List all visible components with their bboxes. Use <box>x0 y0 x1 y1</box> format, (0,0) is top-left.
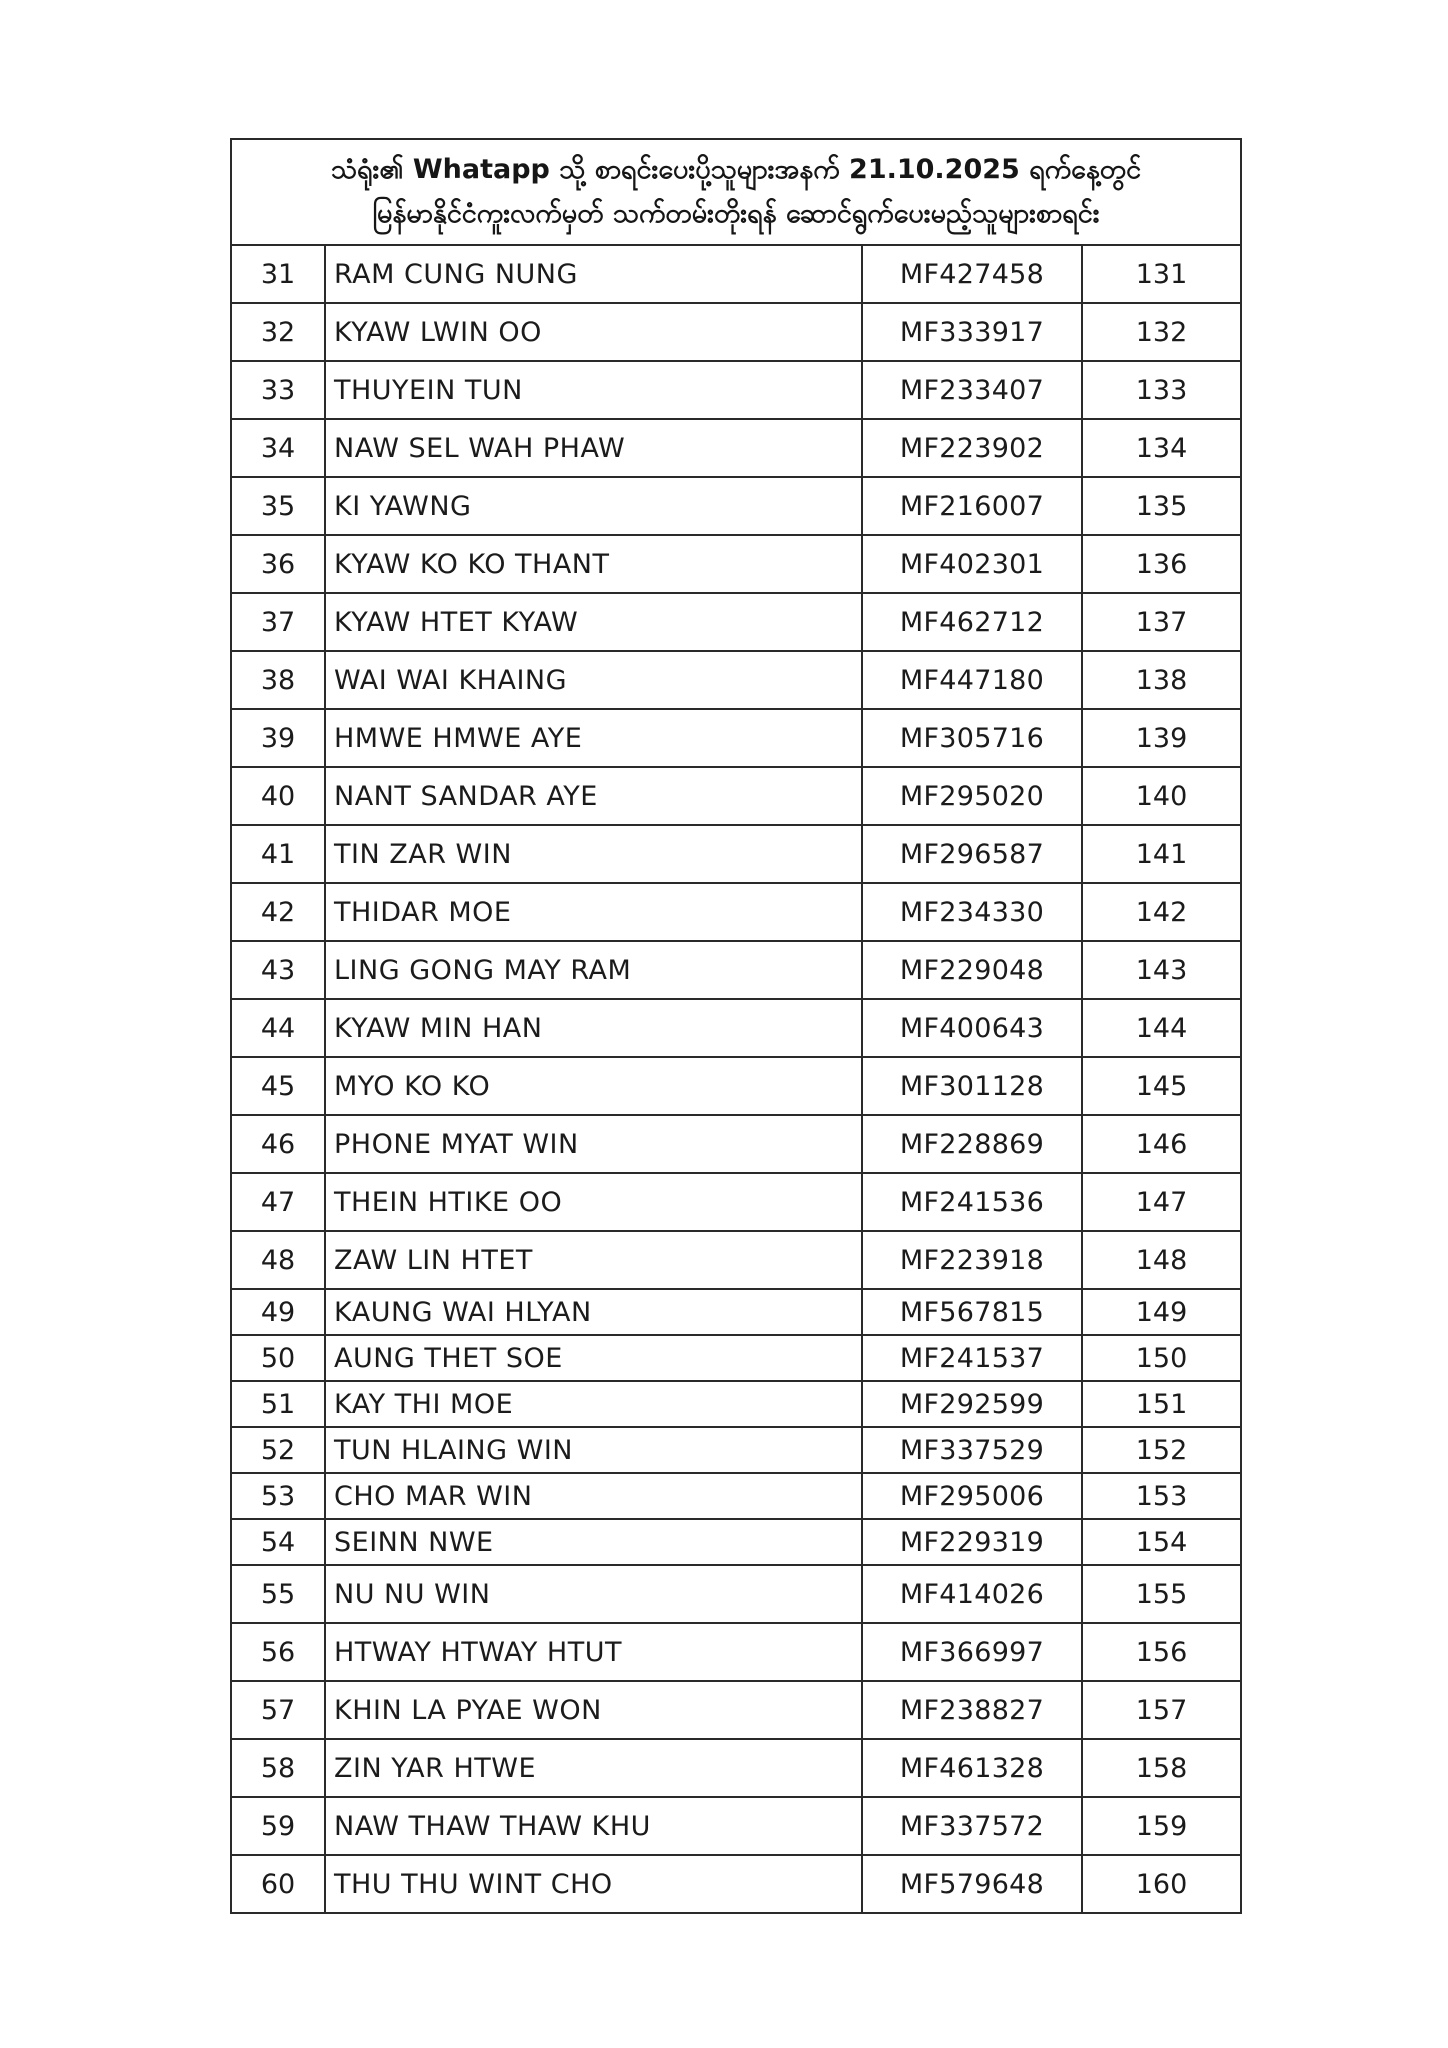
passport-number-cell: MF337572 <box>862 1797 1082 1855</box>
passport-number-cell: MF301128 <box>862 1057 1082 1115</box>
table-row <box>232 246 1240 303</box>
name-cell: NAW SEL WAH PHAW <box>325 419 862 477</box>
name-cell: THEIN HTIKE OO <box>325 1173 862 1231</box>
passport-number-cell: MF402301 <box>862 535 1082 593</box>
passport-number-cell: MF296587 <box>862 825 1082 883</box>
row-number-cell: 55 <box>232 1565 325 1623</box>
name-cell: THIDAR MOE <box>325 883 862 941</box>
passport-number-cell: MF427458 <box>862 246 1082 303</box>
name-cell: KAY THI MOE <box>325 1381 862 1427</box>
sequence-number-cell: 136 <box>1082 535 1240 593</box>
name-cell: SEINN NWE <box>325 1519 862 1565</box>
row-number-cell: 33 <box>232 361 325 419</box>
row-number-cell: 52 <box>232 1427 325 1473</box>
row-number-cell: 60 <box>232 1855 325 1912</box>
table-row <box>232 709 1240 767</box>
name-cell: THU THU WINT CHO <box>325 1855 862 1912</box>
sequence-number-cell: 149 <box>1082 1289 1240 1335</box>
row-number-cell: 35 <box>232 477 325 535</box>
sequence-number-cell: 152 <box>1082 1427 1240 1473</box>
sequence-number-cell: 134 <box>1082 419 1240 477</box>
table-row <box>232 651 1240 709</box>
row-number-cell: 44 <box>232 999 325 1057</box>
sequence-number-cell: 140 <box>1082 767 1240 825</box>
sequence-number-cell: 147 <box>1082 1173 1240 1231</box>
name-cell: KYAW MIN HAN <box>325 999 862 1057</box>
sequence-number-cell: 143 <box>1082 941 1240 999</box>
table-row <box>232 477 1240 535</box>
table-row <box>232 361 1240 419</box>
sequence-number-cell: 132 <box>1082 303 1240 361</box>
sequence-number-cell: 158 <box>1082 1739 1240 1797</box>
table-row <box>232 1473 1240 1519</box>
name-cell: PHONE MYAT WIN <box>325 1115 862 1173</box>
table-row <box>232 999 1240 1057</box>
row-number-cell: 58 <box>232 1739 325 1797</box>
row-number-cell: 37 <box>232 593 325 651</box>
row-number-cell: 40 <box>232 767 325 825</box>
applicant-list <box>232 246 1240 1912</box>
name-cell: HMWE HMWE AYE <box>325 709 862 767</box>
name-cell: KYAW LWIN OO <box>325 303 862 361</box>
table-row <box>232 1427 1240 1473</box>
passport-number-cell: MF229048 <box>862 941 1082 999</box>
passport-number-cell: MF223902 <box>862 419 1082 477</box>
sequence-number-cell: 144 <box>1082 999 1240 1057</box>
sequence-number-cell: 150 <box>1082 1335 1240 1381</box>
row-number-cell: 48 <box>232 1231 325 1289</box>
sequence-number-cell: 142 <box>1082 883 1240 941</box>
row-number-cell: 46 <box>232 1115 325 1173</box>
passport-number-cell: MF295006 <box>862 1473 1082 1519</box>
table-row <box>232 1115 1240 1173</box>
table-row <box>232 1739 1240 1797</box>
name-cell: KAUNG WAI HLYAN <box>325 1289 862 1335</box>
name-cell: TIN ZAR WIN <box>325 825 862 883</box>
table-row <box>232 1289 1240 1335</box>
row-number-cell: 31 <box>232 246 325 303</box>
passport-number-cell: MF295020 <box>862 767 1082 825</box>
table-row <box>232 1173 1240 1231</box>
sequence-number-cell: 160 <box>1082 1855 1240 1912</box>
sequence-number-cell: 146 <box>1082 1115 1240 1173</box>
row-number-cell: 49 <box>232 1289 325 1335</box>
row-number-cell: 53 <box>232 1473 325 1519</box>
name-cell: ZIN YAR HTWE <box>325 1739 862 1797</box>
row-number-cell: 59 <box>232 1797 325 1855</box>
passport-number-cell: MF462712 <box>862 593 1082 651</box>
table-row <box>232 593 1240 651</box>
name-cell: ZAW LIN HTET <box>325 1231 862 1289</box>
passport-number-cell: MF241536 <box>862 1173 1082 1231</box>
sequence-number-cell: 148 <box>1082 1231 1240 1289</box>
row-number-cell: 56 <box>232 1623 325 1681</box>
table-row <box>232 1231 1240 1289</box>
table-row <box>232 1565 1240 1623</box>
passport-number-cell: MF292599 <box>862 1381 1082 1427</box>
sequence-number-cell: 153 <box>1082 1473 1240 1519</box>
table-row <box>232 1057 1240 1115</box>
passport-number-cell: MF238827 <box>862 1681 1082 1739</box>
name-cell: KYAW HTET KYAW <box>325 593 862 651</box>
sequence-number-cell: 135 <box>1082 477 1240 535</box>
passport-number-cell: MF333917 <box>862 303 1082 361</box>
passport-number-cell: MF233407 <box>862 361 1082 419</box>
name-cell: NAW THAW THAW KHU <box>325 1797 862 1855</box>
row-number-cell: 41 <box>232 825 325 883</box>
table-row <box>232 419 1240 477</box>
table-row <box>232 1681 1240 1739</box>
name-cell: WAI WAI KHAING <box>325 651 862 709</box>
row-number-cell: 43 <box>232 941 325 999</box>
passport-number-cell: MF337529 <box>862 1427 1082 1473</box>
name-cell: CHO MAR WIN <box>325 1473 862 1519</box>
name-cell: KYAW KO KO THANT <box>325 535 862 593</box>
passport-number-cell: MF234330 <box>862 883 1082 941</box>
row-number-cell: 32 <box>232 303 325 361</box>
table-row <box>232 1381 1240 1427</box>
passport-number-cell: MF447180 <box>862 651 1082 709</box>
sequence-number-cell: 131 <box>1082 246 1240 303</box>
table-row <box>232 941 1240 999</box>
sequence-number-cell: 151 <box>1082 1381 1240 1427</box>
header-line-1: သံရုံး၏ Whatapp သို့ စာရင်းပေးပို့သူများအနက် 21.10.2025 ရက်နေ့တွင် <box>330 154 1142 185</box>
passport-number-cell: MF228869 <box>862 1115 1082 1173</box>
name-cell: AUNG THET SOE <box>325 1335 862 1381</box>
passport-number-cell: MF223918 <box>862 1231 1082 1289</box>
table-row <box>232 1623 1240 1681</box>
name-cell: TUN HLAING WIN <box>325 1427 862 1473</box>
sequence-number-cell: 154 <box>1082 1519 1240 1565</box>
passport-number-cell: MF567815 <box>862 1289 1082 1335</box>
passport-number-cell: MF366997 <box>862 1623 1082 1681</box>
passport-number-cell: MF241537 <box>862 1335 1082 1381</box>
row-number-cell: 47 <box>232 1173 325 1231</box>
table-row <box>232 303 1240 361</box>
sequence-number-cell: 155 <box>1082 1565 1240 1623</box>
row-number-cell: 57 <box>232 1681 325 1739</box>
row-number-cell: 42 <box>232 883 325 941</box>
name-cell: RAM CUNG NUNG <box>325 246 862 303</box>
name-cell: MYO KO KO <box>325 1057 862 1115</box>
name-cell: NU NU WIN <box>325 1565 862 1623</box>
header-line-2: မြန်မာနိုင်ငံကူးလက်မှတ် သက်တမ်းတိုးရန် ဆောင်ရွက်ပေးမည့်သူများစာရင်း <box>372 198 1100 229</box>
sequence-number-cell: 141 <box>1082 825 1240 883</box>
name-cell: THUYEIN TUN <box>325 361 862 419</box>
row-number-cell: 50 <box>232 1335 325 1381</box>
row-number-cell: 45 <box>232 1057 325 1115</box>
passport-number-cell: MF229319 <box>862 1519 1082 1565</box>
table-row <box>232 767 1240 825</box>
passport-number-cell: MF216007 <box>862 477 1082 535</box>
sequence-number-cell: 133 <box>1082 361 1240 419</box>
row-number-cell: 54 <box>232 1519 325 1565</box>
row-number-cell: 51 <box>232 1381 325 1427</box>
passport-number-cell: MF461328 <box>862 1739 1082 1797</box>
table-header <box>232 140 1240 246</box>
passport-number-cell: MF414026 <box>862 1565 1082 1623</box>
row-number-cell: 36 <box>232 535 325 593</box>
table-row <box>232 535 1240 593</box>
table-row <box>232 1797 1240 1855</box>
table-row <box>232 1519 1240 1565</box>
passport-renewal-table <box>230 138 1242 1914</box>
passport-number-cell: MF579648 <box>862 1855 1082 1912</box>
passport-number-cell: MF400643 <box>862 999 1082 1057</box>
name-cell: KI YAWNG <box>325 477 862 535</box>
table-row <box>232 883 1240 941</box>
passport-number-cell: MF305716 <box>862 709 1082 767</box>
row-number-cell: 38 <box>232 651 325 709</box>
sequence-number-cell: 137 <box>1082 593 1240 651</box>
table-row <box>232 1855 1240 1912</box>
name-cell: NANT SANDAR AYE <box>325 767 862 825</box>
table-row <box>232 1335 1240 1381</box>
table-row <box>232 825 1240 883</box>
sequence-number-cell: 159 <box>1082 1797 1240 1855</box>
row-number-cell: 39 <box>232 709 325 767</box>
name-cell: LING GONG MAY RAM <box>325 941 862 999</box>
sequence-number-cell: 139 <box>1082 709 1240 767</box>
sequence-number-cell: 157 <box>1082 1681 1240 1739</box>
name-cell: HTWAY HTWAY HTUT <box>325 1623 862 1681</box>
sequence-number-cell: 156 <box>1082 1623 1240 1681</box>
sequence-number-cell: 145 <box>1082 1057 1240 1115</box>
row-number-cell: 34 <box>232 419 325 477</box>
name-cell: KHIN LA PYAE WON <box>325 1681 862 1739</box>
sequence-number-cell: 138 <box>1082 651 1240 709</box>
